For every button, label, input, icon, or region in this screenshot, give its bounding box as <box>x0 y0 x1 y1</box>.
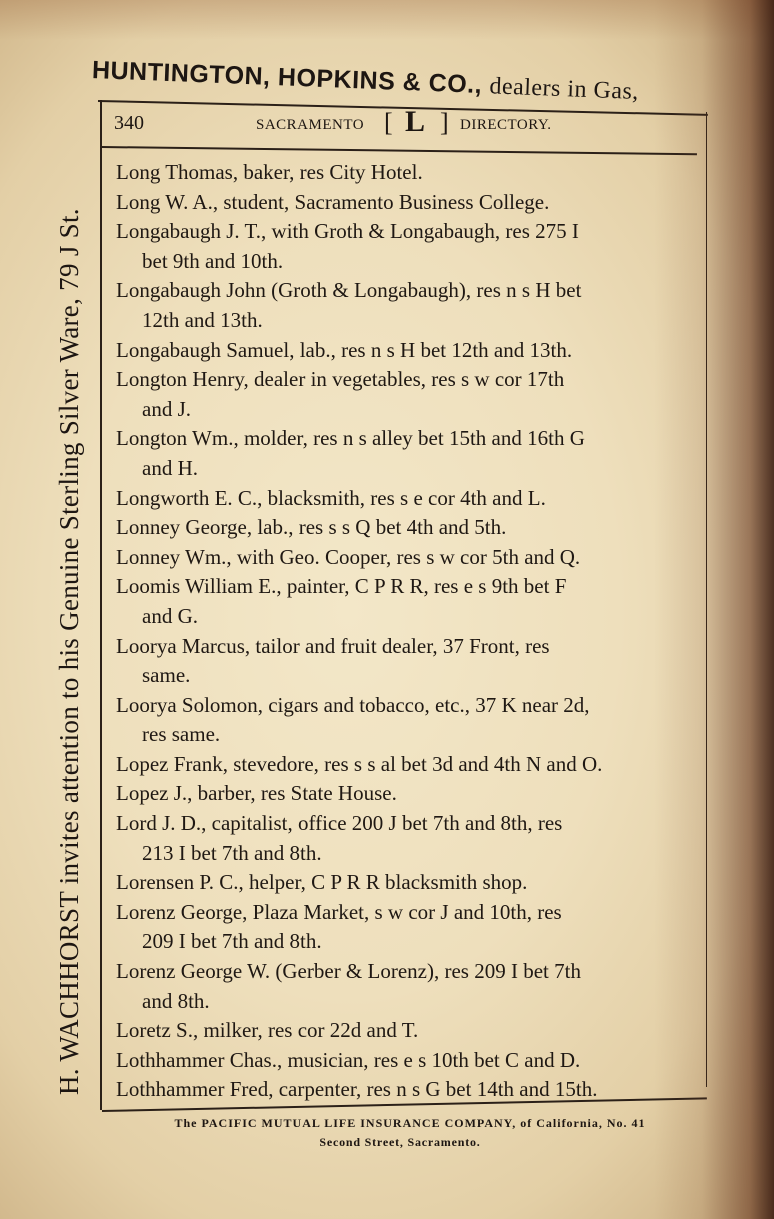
running-head-title: DIRECTORY. <box>460 117 552 133</box>
page-top-shading <box>0 0 774 40</box>
directory-entry <box>116 779 706 809</box>
running-head-city: SACRAMENTO <box>256 117 365 133</box>
entry-continuation: and 8th. <box>142 988 210 1013</box>
entry-line: Longton Wm., molder, res n s alley bet 15th and 16th G <box>116 426 585 451</box>
entry-line: Lothhammer Fred, carpenter, res n s G bet 14th and 15th. <box>116 1077 598 1102</box>
entry-continuation: and H. <box>142 455 198 480</box>
frame-left-rule <box>100 100 102 1110</box>
entry-continuation: and G. <box>142 603 198 628</box>
entry-line: Long Thomas, baker, res City Hotel. <box>116 160 423 184</box>
top-ad-tail: dealers in Gas, <box>488 73 640 105</box>
footer-ad-line-1: The PACIFIC MUTUAL LIFE INSURANCE COMPANY, of California, No. 41 <box>174 1116 646 1130</box>
entry-line: Lonney Wm., with Geo. Cooper, res s w cor 5th and Q. <box>116 544 581 569</box>
directory-entry <box>116 276 706 335</box>
entry-continuation: bet 9th and 10th. <box>142 248 284 273</box>
entry-continuation: same. <box>142 663 191 688</box>
directory-entry <box>116 691 706 750</box>
entry-line: Loorya Marcus, tailor and fruit dealer, 37 Front, res <box>116 633 550 658</box>
directory-entry <box>116 809 706 868</box>
entry-line: Lonney George, lab., res s s Q bet 4th and 5th. <box>116 515 507 540</box>
directory-entry <box>116 572 706 631</box>
entry-line: Longabaugh J. T., with Groth & Longabaugh, res 275 I <box>116 219 579 244</box>
page-number: 340 <box>114 112 144 134</box>
directory-entry <box>116 750 706 780</box>
entry-line: Longton Henry, dealer in vegetables, res s w cor 17th <box>116 367 565 392</box>
directory-entry <box>116 543 706 573</box>
entry-line: Lothhammer Chas., musician, res e s 10th bet C and D. <box>116 1047 581 1072</box>
directory-entry <box>116 336 706 366</box>
directory-entry <box>116 1046 706 1076</box>
entry-line: Loomis William E., painter, C P R R, res e s 9th bet F <box>116 574 567 599</box>
entry-line: Lopez J., barber, res State House. <box>116 781 397 806</box>
directory-entry <box>116 424 706 483</box>
directory-entry <box>116 513 706 543</box>
directory-entry <box>116 217 706 276</box>
entry-line: Longabaugh John (Groth & Longabaugh), res n s H bet <box>116 278 582 303</box>
entry-continuation: and J. <box>142 396 191 421</box>
entry-continuation: res same. <box>142 722 221 747</box>
directory-entry <box>116 484 706 514</box>
directory-entry <box>116 188 706 218</box>
directory-entry <box>116 158 706 188</box>
entry-line: Lord J. D., capitalist, office 200 J bet 7th and 8th, res <box>116 811 563 836</box>
top-ad-lead: HUNTINGTON, HOPKINS & CO., <box>91 56 483 99</box>
directory-entry <box>116 365 706 424</box>
entry-line: Lorensen P. C., helper, C P R R blacksmith shop. <box>116 870 528 895</box>
directory-entry <box>116 868 706 898</box>
directory-entry <box>116 1016 706 1046</box>
directory-entry <box>116 898 706 957</box>
side-advertisement: H. WACHHORST invites attention to his Genuine Sterling Silver Ware, 79 J St. <box>54 208 84 1095</box>
footer-ad-line-2: Second Street, Sacramento. <box>319 1135 481 1149</box>
entry-line: Lopez Frank, stevedore, res s s al bet 3d and 4th N and O. <box>116 751 603 776</box>
header-rule <box>102 146 697 155</box>
entry-line: Loretz S., milker, res cor 22d and T. <box>116 1018 419 1043</box>
directory-entries <box>116 158 706 1105</box>
entry-line: Loorya Solomon, cigars and tobacco, etc., 37 K near 2d, <box>116 692 590 717</box>
directory-entry <box>116 957 706 1016</box>
entry-line: Lorenz George W. (Gerber & Lorenz), res 209 I bet 7th <box>116 959 581 984</box>
frame-right-rule <box>706 112 707 1087</box>
running-head-bracket-open: [ <box>384 108 393 137</box>
footer-advertisement <box>110 1116 710 1150</box>
entry-line: Longabaugh Samuel, lab., res n s H bet 12th and 13th. <box>116 337 573 362</box>
section-letter: L <box>405 105 426 138</box>
directory-entry <box>116 632 706 691</box>
entry-line: Long W. A., student, Sacramento Business College. <box>116 189 550 214</box>
entry-continuation: 209 I bet 7th and 8th. <box>142 929 322 954</box>
running-head-bracket-close: ] <box>440 108 449 137</box>
entry-line: Lorenz George, Plaza Market, s w cor J and 10th, res <box>116 899 562 924</box>
entry-continuation: 12th and 13th. <box>142 307 263 332</box>
entry-continuation: 213 I bet 7th and 8th. <box>142 840 322 865</box>
entry-line: Longworth E. C., blacksmith, res s e cor 4th and L. <box>116 485 546 510</box>
